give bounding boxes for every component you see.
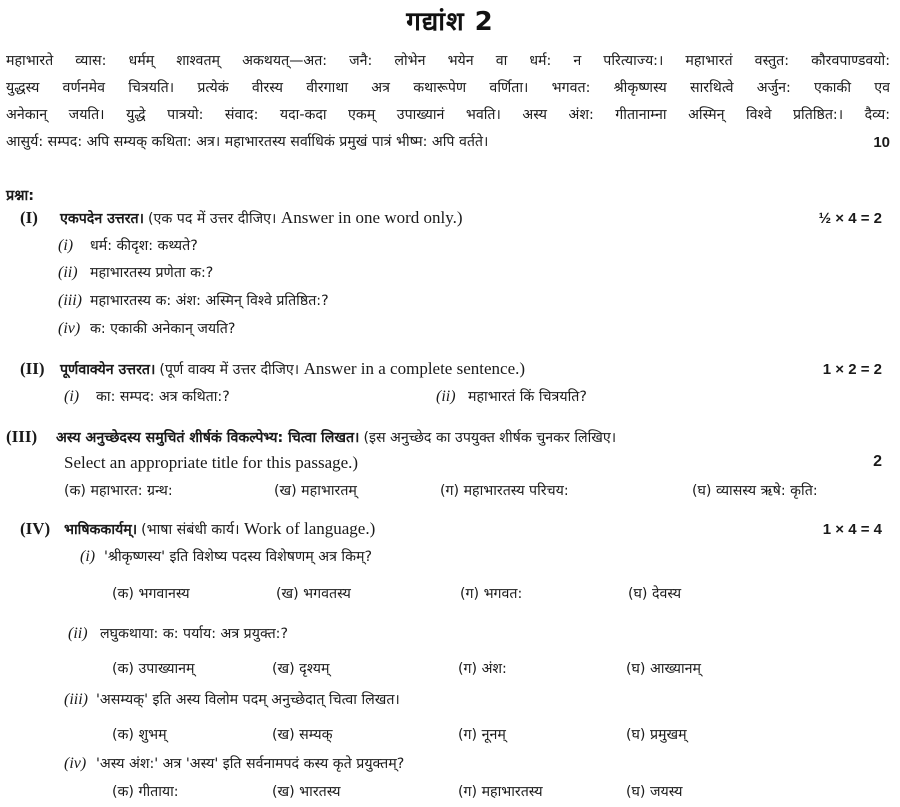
item-text: क: एकाकी अनेकान् जयति?	[90, 321, 236, 337]
option-ga: (ग) नूनम्	[458, 727, 506, 743]
option-kha: (ख) दृश्यम्	[272, 661, 330, 677]
section-instruction-hindi: (इस अनुच्छेद का उपयुक्त शीर्षक चुनकर लिखिए।	[363, 430, 617, 446]
section-2-header	[20, 359, 882, 379]
question-item	[68, 624, 288, 643]
option-kha: (ख) सम्यक्	[272, 727, 333, 743]
section-1-header	[20, 208, 882, 228]
item-text: महाभारतस्य क: अंश: अस्मिन् विश्वे प्रतिष्ठित:?	[90, 293, 329, 309]
option-gha: (घ) जयस्य	[626, 784, 683, 800]
option-ka: (क) उपाख्यानम्	[112, 661, 195, 677]
item-number: (i)	[80, 548, 96, 565]
question-item	[436, 387, 587, 406]
option-ga: (ग) महाभारतस्य परिचय:	[440, 483, 569, 499]
option-gha: (घ) प्रमुखम्	[626, 727, 687, 743]
item-number: (i)	[58, 237, 74, 254]
item-text: 'श्रीकृष्णस्य' इति विशेष्य पदस्य विशेषणम् अत्र किम्?	[104, 549, 372, 565]
item-text: लघुकथाया: क: पर्याय: अत्र प्रयुक्त:?	[100, 626, 288, 642]
section-3-header	[6, 427, 882, 447]
section-instruction	[159, 359, 525, 379]
question-item	[64, 690, 400, 709]
question-item	[58, 236, 198, 255]
section-marks: 1 × 4 = 4	[822, 521, 882, 538]
section-number: (I)	[20, 208, 38, 227]
section-3-english-line	[64, 453, 882, 473]
item-number: (ii)	[58, 264, 78, 281]
instruction-english: Answer in one word only.)	[280, 208, 463, 227]
instruction-hindi: (पूर्ण वाक्य में उत्तर दीजिए।	[159, 362, 300, 378]
question-item	[58, 291, 329, 310]
section-title: भाषिककार्यम्।	[64, 522, 138, 538]
passage-marks: 10	[873, 134, 890, 151]
option-kha: (ख) भगवतस्य	[276, 586, 351, 602]
item-number: (ii)	[68, 625, 88, 642]
passage-line-2: युद्धस्य वर्णनमेव चित्रयति। प्रत्येकं वीरस्य वीरगाथा अत्र कथारूपेण वर्णिता। भगवत: श्रीकृष्णस्य सारथित्वे अर्जुन: एकाकी एव	[6, 80, 890, 96]
item-number: (ii)	[436, 388, 456, 405]
section-marks: ½ × 4 = 2	[818, 210, 882, 227]
item-text: का: सम्पद: अत्र कथिता:?	[96, 389, 230, 405]
passage-line-3: अनेकान् जयति। युद्धे पात्रयो: संवाद: यदा-कदा एकम् उपाख्यानं भवति। अस्य अंश: गीतानाम्ना अस्मिन् विश्वे प्रतिष्ठित:। दैव्य:	[6, 107, 890, 123]
item-text: 'अस्य अंश:' अत्र 'अस्य' इति सर्वनामपदं कस्य कृते प्रयुक्तम्?	[96, 756, 405, 772]
section-title: एकपदेन उत्तरत।	[60, 211, 144, 227]
section-number: (IV)	[20, 519, 51, 538]
option-gha: (घ) आख्यानम्	[626, 661, 702, 677]
section-number: (III)	[6, 427, 38, 446]
passage-line-1: महाभारते व्यास: धर्मम् शाश्वतम् अकथयत्—अत: जनै: लोभेन भयेन वा धर्म: न परित्याज्य:। महाभारतं वस्तुत: कौरवपाण्डवयो:	[6, 53, 890, 69]
item-options	[112, 782, 812, 804]
item-number: (iv)	[58, 320, 81, 337]
section-number: (II)	[20, 359, 45, 378]
passage-line-4	[6, 129, 890, 156]
section-3-options	[64, 481, 884, 503]
question-item	[80, 547, 372, 566]
question-item	[58, 319, 235, 338]
instruction-english: Answer in a complete sentence.)	[303, 359, 526, 378]
passage	[6, 48, 890, 156]
instruction-english: Work of language.)	[243, 519, 376, 538]
item-text: धर्म: कीदृश: कथ्यते?	[90, 238, 198, 254]
option-ka: (क) महाभारत: ग्रन्थ:	[64, 483, 173, 499]
item-number: (i)	[64, 388, 80, 405]
option-ka: (क) भगवानस्य	[112, 586, 190, 602]
section-title: पूर्णवाक्येन उत्तरत।	[60, 362, 156, 378]
instruction-hindi: (भाषा संबंधी कार्य।	[141, 522, 240, 538]
item-options	[112, 584, 812, 606]
question-item	[64, 754, 404, 773]
item-number: (iii)	[64, 691, 88, 708]
section-instruction	[141, 519, 375, 539]
item-number: (iv)	[64, 755, 87, 772]
passage-line-4-text: आसुर्य: सम्पद: अपि सम्यक् कथिता: अत्र। महाभारतस्य सर्वाधिकं प्रमुखं पात्रं भीष्म: अपि वर्तते।	[6, 134, 489, 150]
option-gha: (घ) व्यासस्य ऋषे: कृति:	[692, 483, 818, 499]
option-ka: (क) गीताया:	[112, 784, 179, 800]
item-text: महाभारतं किं चित्रयति?	[468, 389, 587, 405]
option-kha: (ख) भारतस्य	[272, 784, 341, 800]
option-gha: (घ) देवस्य	[628, 586, 682, 602]
option-ka: (क) शुभम्	[112, 727, 167, 743]
item-text: 'असम्यक्' इति अस्य विलोम पदम् अनुच्छेदात् चित्वा लिखत।	[96, 692, 400, 708]
option-ga: (ग) अंश:	[458, 661, 507, 677]
section-4-header	[20, 519, 882, 539]
instruction-hindi: (एक पद में उत्तर दीजिए।	[148, 211, 277, 227]
option-kha: (ख) महाभारतम्	[274, 483, 357, 499]
section-instruction	[148, 208, 463, 228]
item-number: (iii)	[58, 292, 82, 309]
item-text: महाभारतस्य प्रणेता क:?	[90, 265, 214, 281]
section-title: अस्य अनुच्छेदस्य समुचितं शीर्षकं विकल्पेभ्य: चित्वा लिखत।	[56, 430, 360, 446]
option-ga: (ग) भगवत:	[460, 586, 523, 602]
item-options	[112, 725, 812, 747]
section-marks: 2	[873, 453, 882, 470]
questions-heading: प्रश्ना:	[6, 188, 35, 204]
question-item	[58, 263, 213, 282]
question-item	[64, 387, 230, 406]
page-title: गद्यांश 2	[406, 7, 494, 37]
item-options	[112, 659, 812, 681]
instruction-english: Select an appropriate title for this passage.)	[64, 453, 359, 472]
option-ga: (ग) महाभारतस्य	[458, 784, 543, 800]
section-marks: 1 × 2 = 2	[822, 361, 882, 378]
